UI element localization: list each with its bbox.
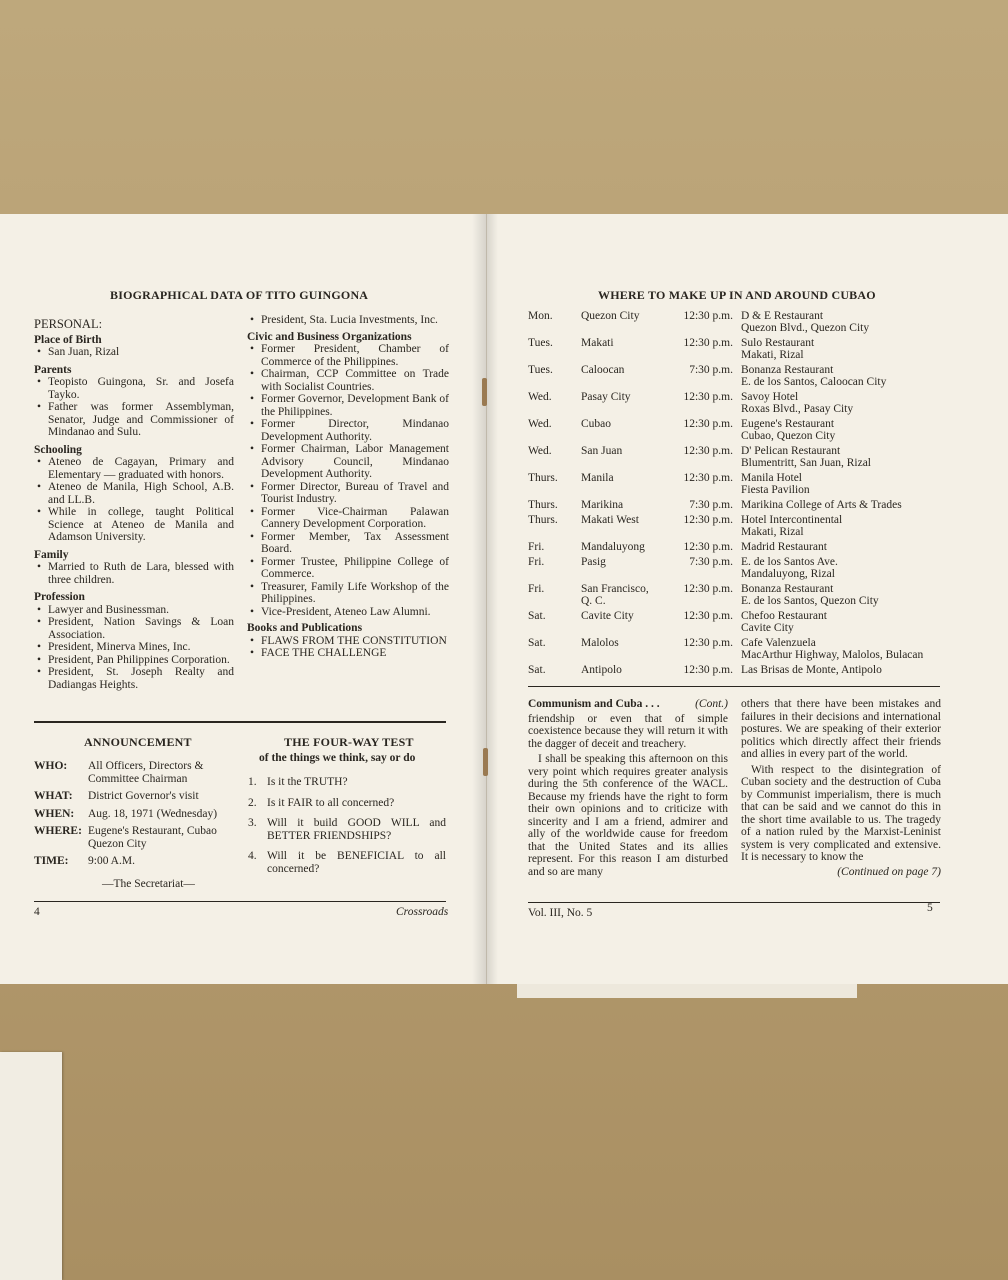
test-item-number: 2. [248,796,257,809]
bio-title: BIOGRAPHICAL DATA OF TITO GUINGONA [110,288,369,302]
article-paragraph: With respect to the disintegration of Cuban society and the destruction of Cuba by Communist imperialism, there is much that can be said and we cannot do this in the short time available to us. The tragedy of a nation ruled by the Marxist-Leninist system is very complicated and extensive. It is necessary to know the [741,763,941,863]
profession-item: • President, Minerva Mines, Inc. [34,641,234,654]
announcement-signoff: —The Secretariat— [102,878,195,890]
test-item-text: Is it the TRUTH? [267,776,348,788]
schedule-time: 12:30 p.m. [683,514,733,526]
schedule-place: Antipolo [581,664,622,676]
schedule-day: Fri. [528,583,545,595]
test-item [248,817,446,842]
schedule-place: San Juan [581,445,623,457]
bio-column-2 [247,314,449,660]
book-gutter [472,214,498,984]
civic-item: • Former Trustee, Philippine College of Commerce. [247,556,449,581]
schedule-address: Mandaluyong, Rizal [741,568,835,580]
page-4 [0,214,486,984]
schedule-place: Quezon City [581,310,640,322]
book-item: • FLAWS FROM THE CONSTITUTION [247,635,449,648]
page-number: 5 [927,902,933,914]
schedule-day: Sat. [528,664,546,676]
parents-item: • Father was former Assemblyman, Senator, Judge and Commissioner of Mindanao and Sulu. [34,401,234,439]
schedule-address: Cavite City [741,622,794,634]
schedule-time: 12:30 p.m. [683,310,733,322]
footer-rule [34,901,446,902]
makeup-title: WHERE TO MAKE UP IN AND AROUND CUBAO [598,288,876,302]
announcement-key: WHO: [34,760,68,772]
schedule-venue: Eugene's Restaurant [741,418,835,430]
test-item [248,797,446,810]
article-heading [528,698,728,711]
schedule-day: Sat. [528,637,546,649]
schedule-place: Pasig [581,556,606,568]
page-5 [486,214,1008,984]
schedule-day: Sat. [528,610,546,622]
schooling-item: • Ateneo de Cagayan, Primary and Elementary — graduated with honors. [34,456,234,481]
makeup-schedule [528,310,968,680]
schedule-place: Cubao [581,418,612,430]
schedule-day: Thurs. [528,499,558,511]
announcement-key: WHAT: [34,790,73,802]
schedule-venue: Marikina College of Arts & Trades [741,499,902,511]
announcement-title: ANNOUNCEMENT [84,735,192,749]
footer-rule [528,902,940,903]
schedule-time: 12:30 p.m. [683,391,733,403]
schedule-venue: D' Pelican Restaurant [741,445,841,457]
schedule-place: Makati West [581,514,639,526]
article-cont: (Cont.) [695,698,728,710]
four-way-test-list [248,776,446,875]
civic-item: • Former President, Chamber of Commerce of the Philippines. [247,343,449,368]
article-paragraph: I shall be speaking this afternoon on this very point which requires greater analysis during the 5th conference of the WACL. Because my friends have the right to form their own opinions and to criticize with sincerity and I am a friend, admirer and ally of the worldwide cause for freedom that the United States and its allies represent. For this reason I am disturbed and so are many [528,753,728,878]
schedule-address: Fiesta Pavilion [741,484,810,496]
schedule-time: 7:30 p.m. [689,364,733,376]
schedule-place: Marikina [581,499,624,511]
profession-item: • Lawyer and Businessman. [34,604,234,617]
schedule-time: 12:30 p.m. [683,541,733,553]
volume-label: Vol. III, No. 5 [528,907,593,919]
section-divider [528,686,940,687]
schedule-venue: E. de los Santos Ave. [741,556,838,568]
family-item: • Married to Ruth de Lara, blessed with three children. [34,561,234,586]
schedule-time: 7:30 p.m. [689,556,733,568]
schedule-venue: Manila Hotel [741,472,802,484]
test-item-number: 1. [248,776,257,788]
schedule-venue: Cafe Valenzuela [741,637,816,649]
test-item-number: 4. [248,850,257,862]
schedule-place: Caloocan [581,364,625,376]
civic-heading: Civic and Business Organizations [247,330,412,343]
civic-item: • Former Chairman, Labor Management Advisory Council, Mindanao Development Authority. [247,443,449,481]
announcement-value: Aug. 18, 1971 (Wednesday) [88,807,218,820]
schedule-venue: Chefoo Restaurant [741,610,827,622]
civic-item: • Chairman, CCP Committee on Trade with Socialist Countries. [247,368,449,393]
schedule-address: Makati, Rizal [741,349,804,361]
article-column-1 [528,698,728,878]
test-item-text: Will it be BENEFICIAL to all concerned? [267,850,446,875]
profession-item: • President, St. Joseph Realty and Dadiangas Heights. [34,666,234,691]
announcement-key: WHEN: [34,807,75,820]
test-item-number: 3. [248,817,257,829]
schedule-address: Roxas Blvd., Pasay City [741,403,854,415]
book-item: • FACE THE CHALLENGE [247,647,449,660]
schooling-item: • While in college, taught Political Science at Ateneo de Manila and Adamson University. [34,506,234,544]
four-way-test-title: THE FOUR-WAY TEST [284,735,414,749]
article-paragraph: others that there have been mistakes and failures in their decisions and international postures. We are speaking of their exterior politics which directly affect their friends and allies in every part of the world. [741,698,941,760]
schedule-address: E. de los Santos, Quezon City [741,595,879,607]
schedule-venue: D & E Restaurant [741,310,824,322]
schedule-time: 12:30 p.m. [683,610,733,622]
schedule-venue: Madrid Restaurant [741,541,827,553]
schedule-venue: Las Brisas de Monte, Antipolo [741,664,882,676]
schedule-address: Cubao, Quezon City [741,430,836,442]
schedule-time: 12:30 p.m. [683,472,733,484]
schedule-place-line2: Q. C. [581,595,606,607]
staple [483,748,488,776]
test-item [248,776,446,789]
schedule-place: Mandaluyong [581,541,645,553]
schedule-venue: Bonanza Restaurant [741,364,834,376]
staple [482,378,487,406]
test-item-text: Is it FAIR to all concerned? [267,796,395,809]
schooling-heading: Schooling [34,443,82,456]
running-title: Crossroads [396,906,449,918]
schedule-day: Fri. [528,541,545,553]
announcement-row [34,760,234,785]
books-heading: Books and Publications [247,622,363,634]
civic-item: • Former Vice-Chairman Palawan Cannery Development Corporation. [247,506,449,531]
civic-item: • Treasurer, Family Life Workshop of the Philippines. [247,581,449,606]
schedule-venue: Sulo Restaurant [741,337,815,349]
announcement-value: Eugene's Restaurant, Cubao Quezon City [88,825,217,850]
schedule-day: Wed. [528,391,552,403]
schedule-place: Pasay City [581,391,631,403]
place-heading: Place of Birth [34,333,102,346]
schedule-place: Cavite City [581,610,634,622]
schedule-place: San Francisco, [581,583,649,595]
announcement-row [34,808,234,821]
profession-item: • President, Nation Savings & Loan Association. [34,616,234,641]
announcement-block [34,760,234,873]
announcement-value: All Officers, Directors & Committee Chairman [88,760,204,785]
schedule-day: Tues. [528,364,553,376]
announcement-row [34,790,234,803]
personal-label: PERSONAL: [34,317,103,331]
civic-item: • Former Member, Tax Assessment Board. [247,531,449,556]
announcement-value: District Governor's visit [88,790,199,802]
schedule-time: 12:30 p.m. [683,637,733,649]
test-item [248,850,446,875]
bio-column-1 [34,318,234,691]
announcement-value: 9:00 A.M. [88,855,135,867]
schedule-day: Tues. [528,337,553,349]
civic-item: • Former Governor, Development Bank of the Philippines. [247,393,449,418]
civic-item: • Former Director, Bureau of Travel and Tourist Industry. [247,481,449,506]
schedule-venue: Hotel Intercontinental [741,514,843,526]
schooling-item: • Ateneo de Manila, High School, A.B. and LL.B. [34,481,234,506]
schedule-address: Blumentritt, San Juan, Rizal [741,457,871,469]
schedule-day: Mon. [528,310,553,322]
paper-scrap [0,1052,62,1280]
article-title: Communism and Cuba . . . [528,698,660,710]
civic-item: • Vice-President, Ateneo Law Alumni. [247,606,449,619]
four-way-test-subtitle: of the things we think, say or do [259,752,416,764]
announcement-row [34,855,234,868]
schedule-day: Fri. [528,556,545,568]
parents-heading: Parents [34,363,72,376]
announcement-row [34,825,234,850]
test-item-text: Will it build GOOD WILL and BETTER FRIENDSHIPS? [267,817,446,842]
schedule-place: Malolos [581,637,619,649]
profession-item: • President, Pan Philippines Corporation. [34,654,234,667]
schedule-day: Wed. [528,445,552,457]
schedule-time: 12:30 p.m. [683,664,733,676]
place-item: • San Juan, Rizal [34,346,234,359]
schedule-time: 7:30 p.m. [689,499,733,511]
schedule-place: Manila [581,472,614,484]
schedule-time: 12:30 p.m. [683,445,733,457]
article-paragraph: friendship or even that of simple coexistence because they will return it with the dagger of deceit and treachery. [528,712,728,750]
schedule-venue: Bonanza Restaurant [741,583,834,595]
schedule-venue: Savoy Hotel [741,391,799,403]
profession-heading: Profession [34,591,85,603]
schedule-day: Thurs. [528,472,558,484]
article-column-2 [741,698,941,878]
parents-item: • Teopisto Guingona, Sr. and Josefa Tayko. [34,376,234,401]
schedule-time: 12:30 p.m. [683,337,733,349]
schedule-address: Quezon Blvd., Quezon City [741,322,870,334]
profession-item: • President, Sta. Lucia Investments, Inc. [247,314,449,327]
schedule-address: E. de los Santos, Caloocan City [741,376,887,388]
schedule-address: MacArthur Highway, Malolos, Bulacan [741,649,924,661]
announcement-key: TIME: [34,855,69,867]
announcement-key: WHERE: [34,825,82,837]
schedule-place: Makati [581,337,614,349]
schedule-day: Wed. [528,418,552,430]
article-continued: (Continued on page 7) [837,865,941,878]
schedule-time: 12:30 p.m. [683,583,733,595]
family-heading: Family [34,548,69,561]
schedule-time: 12:30 p.m. [683,418,733,430]
schedule-address: Makati, Rizal [741,526,804,538]
page-number: 4 [34,906,40,918]
schedule-day: Thurs. [528,514,558,526]
civic-item: • Former Director, Mindanao Development Authority. [247,418,449,443]
section-divider [34,721,446,723]
